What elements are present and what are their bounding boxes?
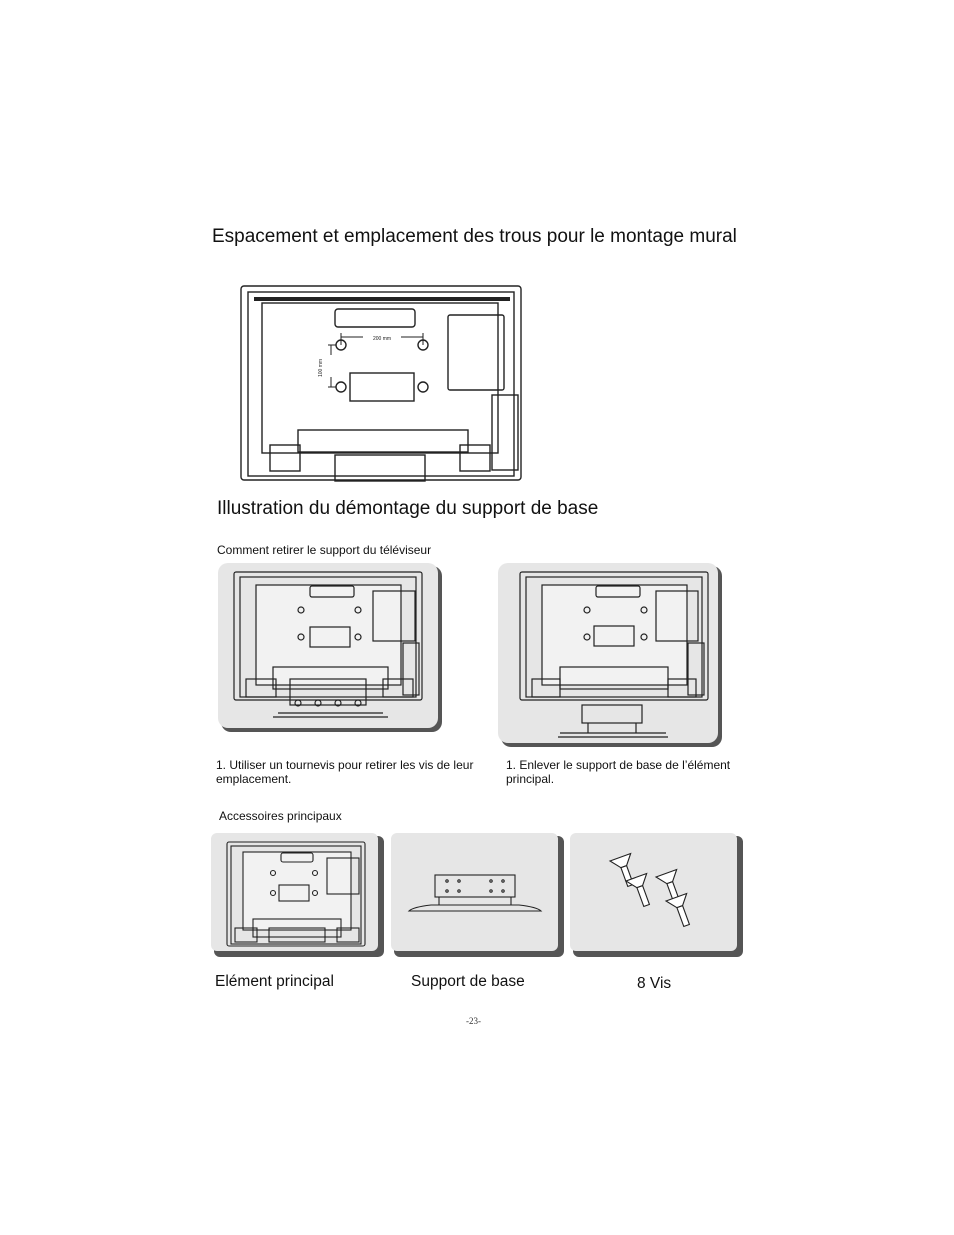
removal-heading: Comment retirer le support du téléviseur: [217, 543, 432, 557]
tv-center-label: [350, 373, 414, 401]
tv-foot-right: [460, 445, 490, 471]
dimension-label-h: 200 mm: [372, 336, 392, 342]
tv-base-stand: [335, 455, 425, 481]
tv-side-box: [448, 315, 504, 390]
accessories-heading: Accessoires principaux: [219, 809, 342, 823]
step-left-text: 1. Utiliser un tournevis pour retirer les vis de leur emplacement.: [216, 758, 474, 786]
mount-hole-bottom-right: [418, 382, 428, 392]
accessory-panel-screws: [570, 833, 744, 958]
section-title-base-removal: Illustration du démontage du support de base: [217, 498, 599, 519]
panel-bg: [391, 833, 558, 951]
caption-screws: 8 Vis: [637, 975, 672, 992]
caption-base: Support de base: [411, 973, 525, 990]
mount-hole-bottom-left: [336, 382, 346, 392]
page-number: -23-: [466, 1016, 481, 1026]
dimension-line-v: [328, 345, 336, 387]
accessory-panel-base: [391, 833, 565, 958]
step-right-text: 1. Enlever le support de base de l’élément principal.: [506, 758, 731, 786]
panel-bg: [570, 833, 737, 951]
dimension-label-v: 100 mm: [318, 358, 324, 378]
tv-frame-inner: [248, 292, 514, 476]
section-title-wall-mount: Espacement et emplacement des trous pour le montage mural: [212, 226, 737, 247]
caption-main-unit: Elément principal: [215, 973, 334, 990]
removal-panel-left: [218, 563, 443, 733]
tv-foot-left: [270, 445, 300, 471]
wall-mount-diagram: [240, 285, 524, 485]
removal-panel-right: [498, 563, 723, 748]
accessory-panel-main-unit: [211, 833, 385, 958]
tv-base-plate: [298, 430, 468, 452]
tv-handle: [335, 309, 415, 327]
